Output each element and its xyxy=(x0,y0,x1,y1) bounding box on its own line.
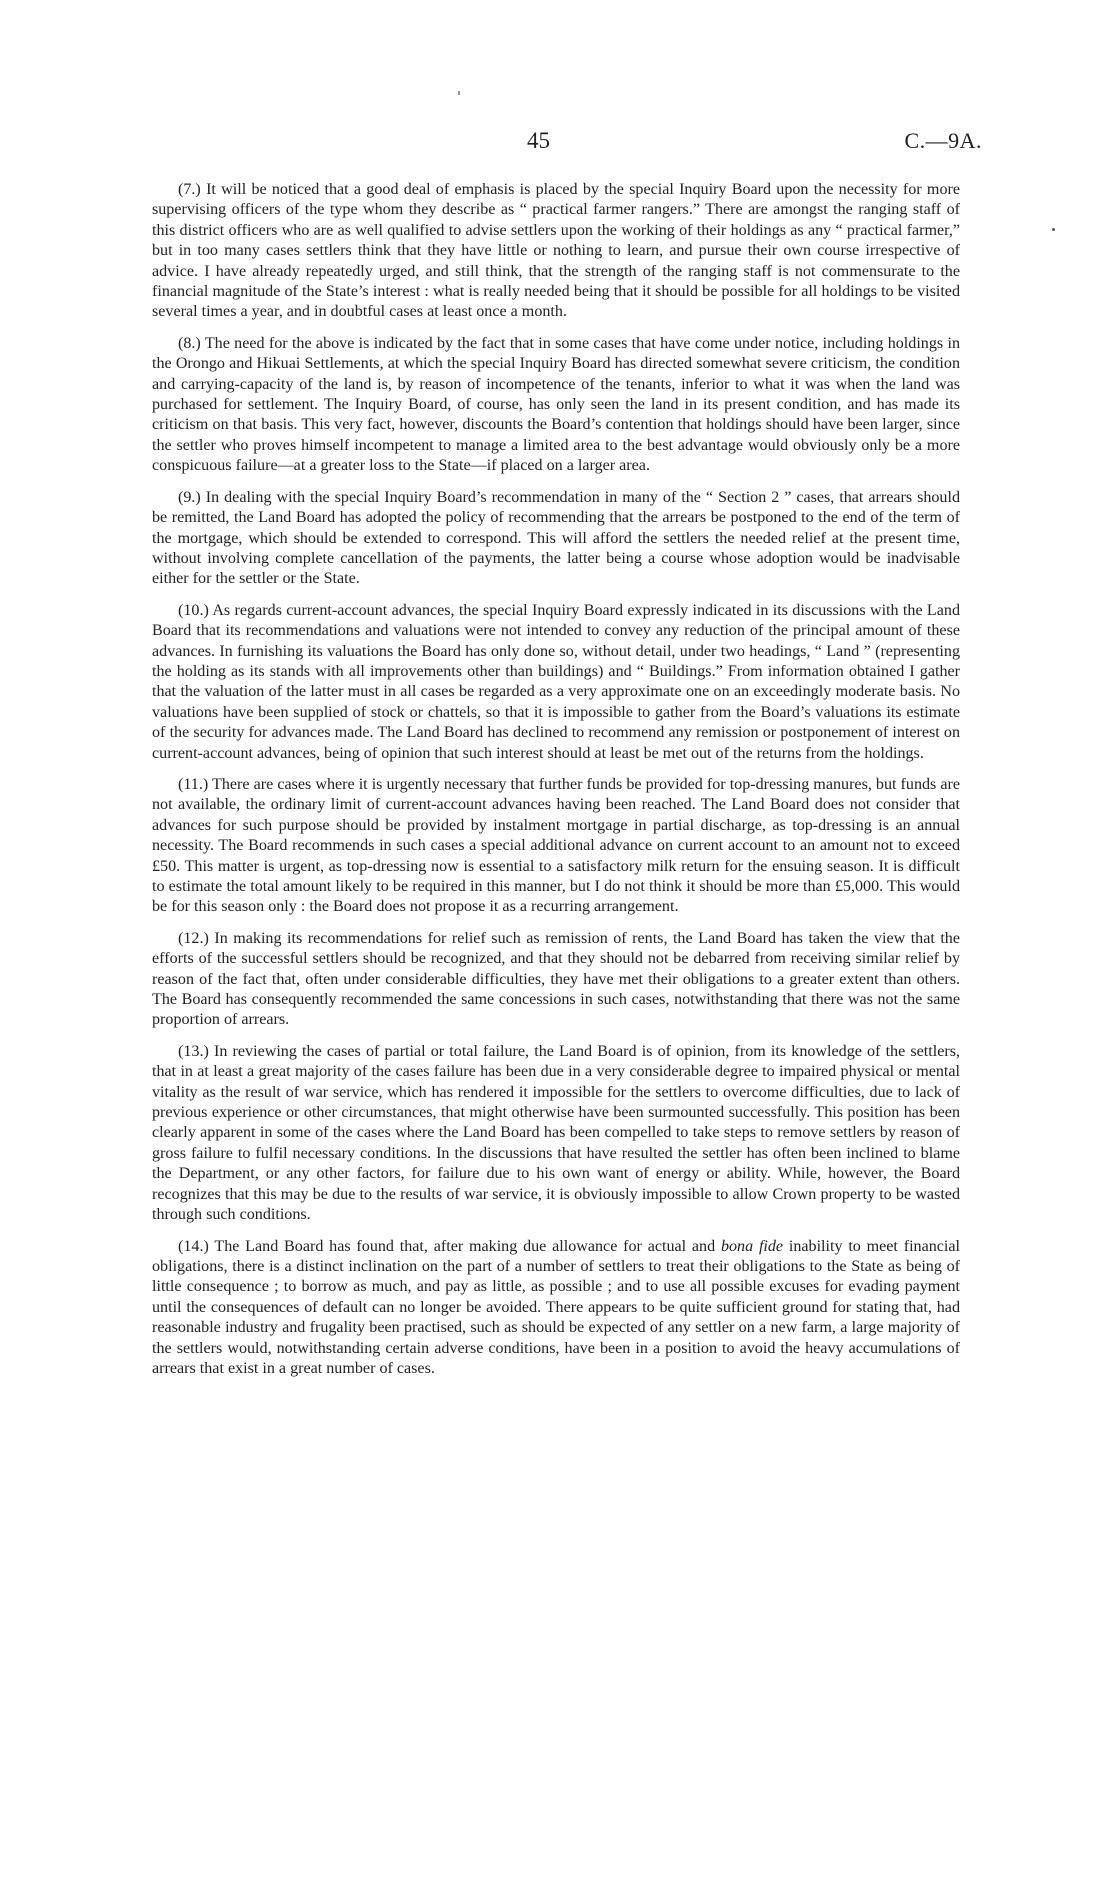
scan-mark xyxy=(458,91,460,95)
paragraph-number: (12.) xyxy=(178,929,209,947)
paragraph-number: (8.) xyxy=(178,334,201,352)
paragraph-text-after: inability to meet financial obligations, there is a distinct inclination on the part of a number of settlers to treat their obligations to the State as being of little consequence ; to borrow as much, and pay as little, as possible ; and to use all possible excuses for evading payment until the consequences of default can no longer be avoided. There appears to be quite sufficient ground for stating that, had reasonable industry and frugality been practised, such as should be expected of any settler on a new farm, a large majority of the settlers would, notwithstanding certain adverse conditions, have been in a position to avoid the heavy accumulations of arrears that exist in a great number of cases. xyxy=(152,1237,961,1377)
paragraph-7 xyxy=(152,180,960,323)
body-text xyxy=(152,180,960,1390)
paragraph-12 xyxy=(152,929,960,1031)
paragraph-text-before: The Land Board has found that, after making due allowance for actual and xyxy=(214,1237,721,1255)
page-number: 45 xyxy=(527,128,550,153)
paragraph-number: (7.) xyxy=(178,181,201,198)
paragraph-9 xyxy=(152,488,960,590)
paragraph-number: (10.) xyxy=(178,601,209,619)
paragraph-number: (11.) xyxy=(178,775,209,793)
paragraph-text: In dealing with the special Inquiry Board’s recommendation in many of the “ Section 2 ” cases, that arrears should be remitted, the Land Board has adopted the policy of recommending that the arrears be postponed to the end of the term of the mortgage, which should be extended to correspond. This will afford the settlers the needed relief at the present time, without involving complete cancellation of the payments, the latter being a course whose adoption would be inadvisable either for the settler or the State. xyxy=(152,488,960,588)
paragraph-text: The need for the above is indicated by the fact that in some cases that have come under notice, including holdings in the Orongo and Hikuai Settlements, at which the special Inquiry Board has directed somewhat severe criticism, the condition and carrying-capacity of the land is, by reason of incompetence of the tenants, inferior to what it was when the land was purchased for settlement. The Inquiry Board, of course, has only seen the land in its present condition, and has made its criticism on that basis. This very fact, however, discounts the Board’s contention that holdings should have been larger, since the settler who proves himself incompetent to manage a limited area to the best advantage would obviously only be a more conspicuous failure—at a greater loss to the State—if placed on a larger area. xyxy=(152,334,960,475)
margin-dot xyxy=(1052,228,1055,231)
paragraph-8 xyxy=(152,334,960,477)
paragraph-number: (9.) xyxy=(178,488,201,506)
paragraph-13 xyxy=(152,1042,960,1226)
paragraph-number: (14.) xyxy=(178,1237,209,1255)
paragraph-text: There are cases where it is urgently necessary that further funds be provided for top-dressing manures, but funds are not available, the ordinary limit of current-account advances having been reached. The Land Board does not consider that advances for such purpose should be provided by instalment mortgage in partial discharge, as top-dressing is an annual necessity. The Board recommends in such cases a special additional advance on current account to an amount not to exceed £50. This matter is urgent, as top-dressing now is essential to a satisfactory milk return for the ensuing season. It is difficult to estimate the total amount likely to be required in this manner, but I do not think it should be more than £5,000. This would be for this season only : the Board does not propose it as a recurring arrangement. xyxy=(152,775,960,916)
paragraph-14 xyxy=(152,1237,960,1380)
document-reference: C.—9A. xyxy=(904,128,982,153)
page-header xyxy=(0,128,1114,162)
paragraph-10 xyxy=(152,601,960,764)
paragraph-number: (13.) xyxy=(178,1042,209,1060)
paragraph-text: As regards current-account advances, the special Inquiry Board expressly indicated in its discussions with the Land Board that its recommendations and valuations were not intended to convey any reduction of the principal amount of these advances. In furnishing its valuations the Board has only done so, without detail, under two headings, “ Land ” (representing the holding as its stands with all improvements other than buildings) and “ Buildings.” From information obtained I gather that the valuation of the latter must in all cases be regarded as a very approximate one on an exceedingly moderate basis. No valuations have been supplied of stock or chattels, so that it is impossible to gather from the Board’s valuations its estimate of the security for advances made. The Land Board has declined to recommend any remission or postponement of interest on current-account advances, being of opinion that such interest should at least be met out of the returns from the holdings. xyxy=(152,601,960,762)
italic-phrase: bona fide xyxy=(720,1237,784,1255)
paragraph-text: In reviewing the cases of partial or total failure, the Land Board is of opinion, from its knowledge of the settlers, that in at least a great majority of the cases failure has been due in a very considerable degree to impaired physical or mental vitality as the result of war service, which has rendered it impossible for the settlers to overcome difficulties, due to lack of previous experience or other circumstances, that might otherwise have been surmounted successfully. This position has been clearly apparent in some of the cases where the Land Board has been compelled to take steps to remove settlers by reason of gross failure to fulfil necessary conditions. In the discussions that have resulted the settler has often been inclined to blame the Department, or any other factors, for failure due to his own want of energy or ability. While, however, the Board recognizes that this may be due to the results of war service, it is obviously impossible to allow Crown property to be wasted through such conditions. xyxy=(152,1042,960,1224)
paragraph-text: In making its recommendations for relief such as remission of rents, the Land Board has taken the view that the efforts of the successful settlers should be recognized, and that they should not be debarred from receiving similar relief by reason of the fact that, often under considerable difficulties, they have met their obligations to a greater extent than others. The Board has consequently recommended the same concessions in such cases, notwithstanding that there was not the same proportion of arrears. xyxy=(152,929,960,1029)
paragraph-text: It will be noticed that a good deal of emphasis is placed by the special Inquiry Board upon the necessity for more supervising officers of the type whom they describe as “ practical farmer rangers.” There are amongst the ranging staff of this district officers who are as well qualified to advise settlers upon the working of their holdings as any “ practical farmer,” but in too many cases settlers think that they have little or nothing to learn, and pursue their own course irrespective of advice. I have already repeatedly urged, and still think, that the strength of the ranging staff is not commensurate to the financial magnitude of the State’s interest : what is really needed being that it should be possible for all holdings to be visited several times a year, and in doubtful cases at least once a month. xyxy=(152,181,960,321)
paragraph-11 xyxy=(152,775,960,918)
